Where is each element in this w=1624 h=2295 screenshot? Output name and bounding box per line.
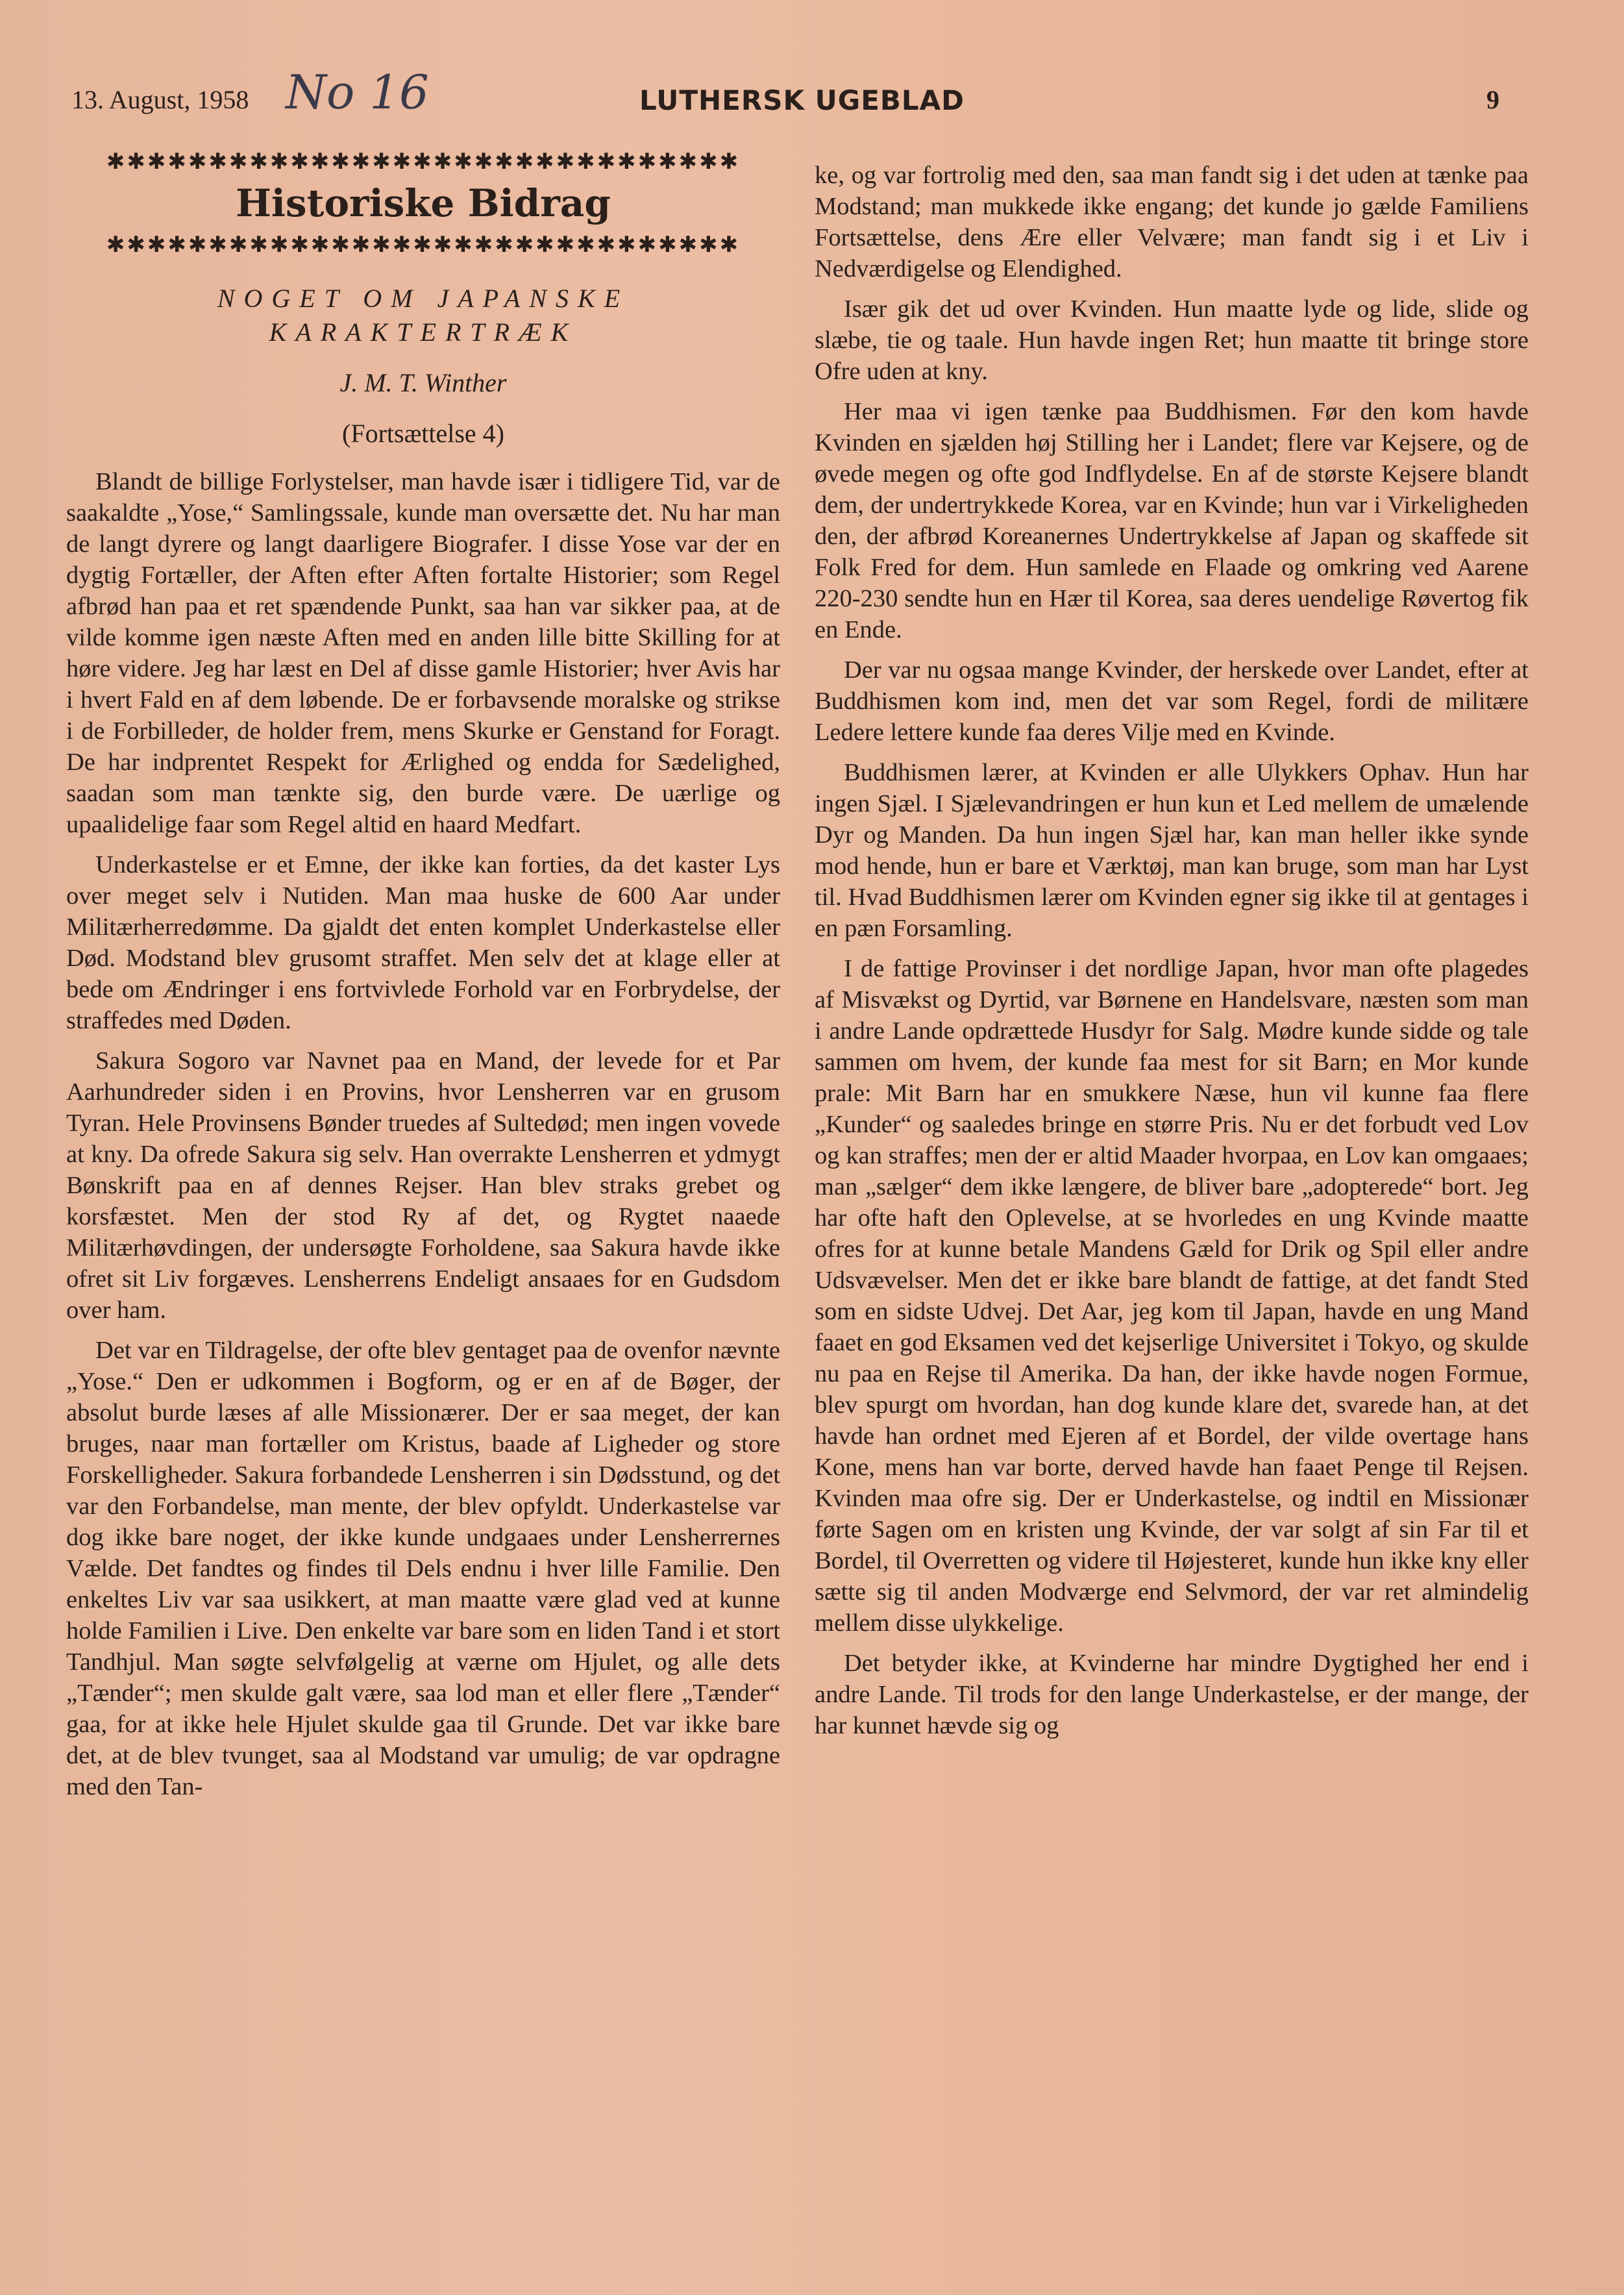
issue-date: 13. August, 1958 <box>71 85 249 114</box>
paragraph: Især gik det ud over Kvinden. Hun maatte lyde og lide, slide og slæbe, tie og taale. Hun havde ingen Ret; hun maatte tit bringe store Ofre uden at kny. <box>815 295 1529 385</box>
paragraph: Det betyder ikke, at Kvinderne har mindre Dygtighed her end i andre Lande. Til trods for den lange Underkastelse, er der mange, der har kunnet hævde sig og <box>815 1650 1529 1739</box>
paragraph: Buddhismen lærer, at Kvinden er alle Ulykkers Ophav. Hun har ingen Sjæl. I Sjælevandringen er hun kun et Led mellem de umælende Dyr og Manden. Da hun ingen Sjæl har, kan man heller ikke synde mod hende, hun er bare et Værktøj, man kan bruge, som man har Lyst til. Hvad Buddhismen lærer om Kvinden egner sig ikke til at gentages i en pæn Forsamling. <box>815 759 1529 942</box>
article-author: J. M. T. Winther <box>339 368 507 397</box>
paragraph: Blandt de billige Forlystelser, man havde især i tidligere Tid, var de saakaldte „Yose,“ Samlingssale, kunde man oversætte det. Nu har man de langt dyrere og langt daarligere Biografer. I disse Yose var der en dygtig Fortæller, der Aften efter Aften fortalte Historier; som Regel afbrød han paa et ret spændende Punkt, saa han var sikker paa, at de vilde komme igen næste Aften med en anden lille bitte Skilling for at høre videre. Jeg har læst en Del af disse gamle Historier; hver Avis har i hvert Fald en af dem løbende. De er forbavsende moralske og strikse i de Forbilleder, de holder frem, mens Skurke er Genstand for Foragt. De har indprentet Respekt for Ærlighed og endda for Sædelighed, saadan som man tænkte sig, den burde være. De uærlige og upaalidelige faar som Regel altid en haard Medfart. <box>66 468 780 838</box>
page-number: 9 <box>1486 85 1499 114</box>
star-divider-bottom: ✱✱✱✱✱✱✱✱✱✱✱✱✱✱✱✱✱✱✱✱✱✱✱✱✱✱✱✱✱✱✱ <box>106 233 741 257</box>
right-column <box>815 160 1529 1750</box>
page-header <box>71 65 1499 130</box>
article-title-line-2: KARAKTERTRÆK <box>269 317 578 347</box>
publication-name: LUTHERSK UGEBLAD <box>639 84 965 116</box>
article-title-line-1: NOGET OM JAPANSKE <box>217 284 630 313</box>
paragraph: Underkastelse er et Emne, der ikke kan forties, da det kaster Lys over meget selv i Nutiden. Man maa huske de 600 Aar under Militærherredømme. Da gjaldt det enten komplet Underkastelse eller Død. Modstand blev grusomt straffet. Men selv det at klage eller at bede om Ændringer i ens fortvivlede Forhold var en Forbrydelse, der straffedes med Døden. <box>66 851 780 1034</box>
article-title <box>66 282 780 349</box>
paragraph: ke, og var fortrolig med den, saa man fandt sig i det uden at tænke paa Modstand; man mukkede ikke engang; det kunde jo gælde Familiens Fortsættelse, dens Ære eller Velvære; man fandt sig i et Liv i Nedværdigelse og Elendighed. <box>815 162 1529 282</box>
handwritten-issue-number: No 16 <box>286 65 429 119</box>
paragraph: I de fattige Provinser i det nordlige Japan, hvor man ofte plagedes af Misvækst og Dyrtid, var Børnene en Handelsvare, næsten som man i andre Lande opdrættede Husdyr for Salg. Mødre kunde sidde og tale sammen om hvem, der kunde faa mest for sit Barn; en Mor kunde prale: Mit Barn har en smukkere Næse, hun vil kunne faa flere „Kunder“ og saaledes bringe en større Pris. Nu er det forbudt ved Lov og kan straffes; men der er altid Maader hvorpaa, en Lov kan omgaaes; man „sælger“ dem ikke længere, de bliver bare „adopterede“ bort. Jeg har ofte haft den Oplevelse, at se hvorledes en ung Kvinde maatte ofres for at kunne betale Mandens Gæld for Drik og Spil eller andre Udsvævelser. Men det er ikke bare blandt de fattige, at det fandt Sted som en sidste Udvej. Det Aar, jeg kom til Japan, havde en ung Mand faaet en god Eksamen ved det kejserlige Universitet i Tokyo, og skulde nu paa en Rejse til Amerika. Da han, der ikke havde nogen Formue, blev spurgt om hvordan, han dog kunde klare det, svarede han, at det havde han ordnet med Ejeren af et Bordel, der vilde overtage hans Kone, mens han var borte, derved havde han faaet Penge til Rejsen. Kvinden maa ofre sig. Der er Underkastelse, og indtil en Missionær førte Sagen om en kristen ung Kvinde, der var solgt af sin Far til et Bordel, til Overretten og videre til Højesteret, kunde hun ikke kny eller sætte sig til anden Modværge end Selvmord, der var ret almindelig mellem disse ulykkelige. <box>815 955 1529 1637</box>
continuation-note: (Fortsættelse 4) <box>342 419 504 448</box>
paragraph: Der var nu ogsaa mange Kvinder, der herskede over Landet, efter at Buddhismen kom ind, men det var som Regel, fordi de militære Ledere lettere kunde faa deres Vilje med en Kvinde. <box>815 656 1529 746</box>
paragraph: Her maa vi igen tænke paa Buddhismen. Før den kom havde Kvinden en sjælden høj Stilling her i Landet; flere var Kejsere, og de øvede megen og ofte god Indflydelse. En af de største Kejsere blandt dem, der undertrykkede Korea, var en Kvinde; hun var i Virkeligheden den, der afbrød Koreanernes Undertrykkelse af Japan og skaffede sit Folk Fred for dem. Hun samlede en Flaade og omkring ved Aarene 220-230 sendte hun en Hær til Korea, saa deres uendelige Røvertog fik en Ende. <box>815 398 1529 643</box>
paragraph: Det var en Tildragelse, der ofte blev gentaget paa de ovenfor nævnte „Yose.“ Den er udkommen i Bogform, og er en af de Bøger, der absolut burde læses af alle Missionærer. Der er saa meget, der kan bruges, naar man fortæller om Kristus, baade af Ligheder og store Forskelligheder. Sakura forbandede Lensherren i sin Dødsstund, og det var den Forbandelse, man mente, der blev opfyldt. Underkastelse var dog ikke bare noget, der ikke kunde undgaaes under Lensherrernes Vælde. Det fandtes og findes til Dels endnu i hver lille Familie. Den enkeltes Liv var saa usikkert, at man maatte være glad ved at kunne holde Familien i Live. Den enkelte var bare som en liden Tand i et stort Tandhjul. Man søgte selvfølgelig at værne om Hjulet, og alle dets „Tænder“; men skulde galt være, saa lod man et eller flere „Tænder“ gaa, for at ikke hele Hjulet skulde gaa til Grunde. Det var ikke bare det, at de blev tvunget, saa al Modstand var umulig; de var opdragne med den Tan- <box>66 1337 780 1800</box>
section-title: Historiske Bidrag <box>236 181 611 225</box>
left-column <box>66 148 780 1811</box>
paragraph: Sakura Sogoro var Navnet paa en Mand, der levede for et Par Aarhundreder siden i en Provins, hvor Lensherren var en grusom Tyran. Hele Provinsens Bønder truedes af Sultedød; men ingen vovede at kny. Da ofrede Sakura sig selv. Han overrakte Lensherren et ydmygt Bønskrift paa en af dennes Rejser. Han blev straks grebet og korsfæstet. Men der stod Ry af det, og Rygtet naaede Militærhøvdingen, der undersøgte Forholdene, saa Sakura havde ikke ofret sit Liv forgæves. Lensherrens Endeligt ansaaes for en Gudsdom over ham. <box>66 1047 780 1324</box>
star-divider-top: ✱✱✱✱✱✱✱✱✱✱✱✱✱✱✱✱✱✱✱✱✱✱✱✱✱✱✱✱✱✱✱ <box>106 150 741 174</box>
